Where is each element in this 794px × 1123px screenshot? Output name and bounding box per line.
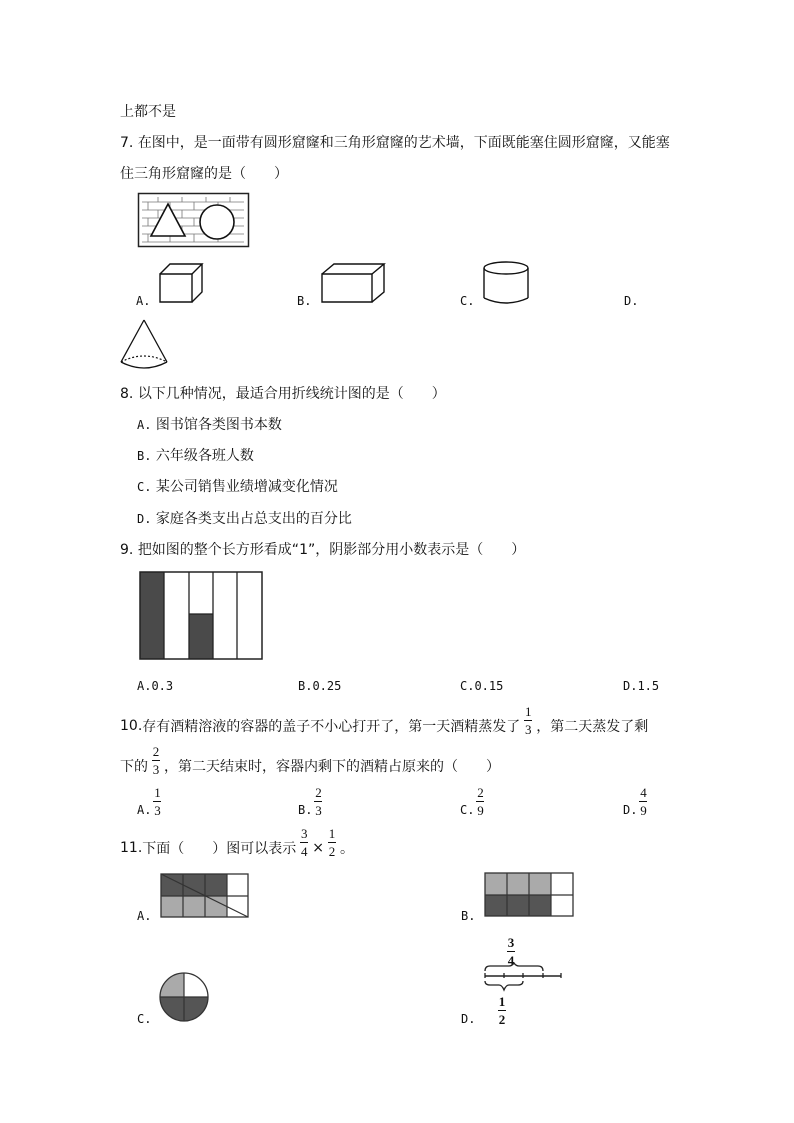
question-text: 存有酒精溶液的容器的盖子不小心打开了，第一天酒精蒸发了 xyxy=(142,719,521,735)
q9-option-d: D.1.5 xyxy=(623,679,660,693)
q10-option-b: B. $\frac{2}{3}$ xyxy=(298,785,322,818)
q10-option-c: C. $\frac{2}{9}$ xyxy=(460,785,484,818)
cylinder-figure xyxy=(482,260,530,306)
question-number: 11. xyxy=(120,840,143,856)
q8-option-b: B. 六年级各班人数 xyxy=(137,448,254,464)
q10-option-a: A. $\frac{1}{3}$ xyxy=(137,785,161,818)
question-text: 在图中，是一面带有圆形窟窿和三角形窟窿的艺术墙，下面既能塞住圆形窟窿，又能塞 xyxy=(137,135,670,151)
q11-option-a-label: A. xyxy=(137,909,152,923)
q8-option-c: C. 某公司销售业绩增减变化情况 xyxy=(137,479,338,495)
question-text: 把如图的整个长方形看成“1”，阴影部分用小数表示是（ ） xyxy=(137,542,526,558)
shaded-rectangle-figure xyxy=(139,571,265,661)
grid-figure-a xyxy=(160,873,250,919)
question-number: 8. xyxy=(120,386,134,402)
q10-option-d: D. $\frac{4}{9}$ xyxy=(623,785,647,818)
q11-option-d-label: D. xyxy=(461,1012,476,1026)
question-text: 以下几种情况，最适合用折线统计图的是（ ） xyxy=(137,386,446,402)
q9-option-a: A.0.3 xyxy=(137,679,174,693)
question-7 xyxy=(120,135,670,151)
question-7-line2: 住三角形窟窿的是（ ） xyxy=(120,166,288,182)
q9-option-c: C.0.15 xyxy=(460,679,504,693)
question-text: 下面（ ）图可以表示 xyxy=(142,841,297,857)
brick-wall-figure xyxy=(138,193,250,248)
question-10-line1: 10. 存有酒精溶液的容器的盖子不小心打开了，第一天酒精蒸发了 $\frac{1}{3}$ ，第二天蒸发了剩 xyxy=(120,703,649,737)
fraction: $\frac{2}{3}$ xyxy=(152,743,160,777)
number-line-bottom-label: $\frac{1}{2}$ xyxy=(498,994,506,1027)
number-line-top-label: $\frac{3}{4}$ xyxy=(507,935,515,968)
number-line-figure-d xyxy=(483,963,563,993)
cube-figure xyxy=(158,262,204,304)
fraction: $\frac{3}{4}$ xyxy=(301,825,308,859)
cuboid-figure xyxy=(320,262,386,304)
continuation-text: 上都不是 xyxy=(120,104,176,120)
grid-figure-b xyxy=(484,872,576,918)
question-8 xyxy=(120,386,446,402)
question-number: 10. xyxy=(120,718,143,734)
q8-option-a: A. 图书馆各类图书本数 xyxy=(137,417,282,433)
question-number: 7. xyxy=(120,135,134,151)
q9-option-b: B.0.25 xyxy=(298,679,342,693)
question-11: 11. 下面（ ）图可以表示 $\frac{3}{4}$ × $\frac{1}{2}$ 。 xyxy=(120,825,354,859)
circle-figure-c xyxy=(159,972,209,1022)
q8-option-d: D. 家庭各类支出占总支出的百分比 xyxy=(137,511,352,527)
fraction: $\frac{1}{2}$ xyxy=(328,825,336,859)
q7-option-b-label: B. xyxy=(297,294,312,308)
cone-figure xyxy=(118,318,170,372)
q11-option-c-label: C. xyxy=(137,1012,152,1026)
question-number: 9. xyxy=(120,542,134,558)
q7-option-c-label: C. xyxy=(460,294,475,308)
q7-option-d-label: D. xyxy=(624,294,639,308)
fraction: $\frac{1}{3}$ xyxy=(525,703,532,737)
q7-option-a-label: A. xyxy=(136,294,151,308)
q11-option-b-label: B. xyxy=(461,909,476,923)
question-10-line2: 下的 $\frac{2}{3}$ ，第二天结束时，容器内剩下的酒精占原来的（ ） xyxy=(120,743,500,777)
question-9 xyxy=(120,542,525,558)
